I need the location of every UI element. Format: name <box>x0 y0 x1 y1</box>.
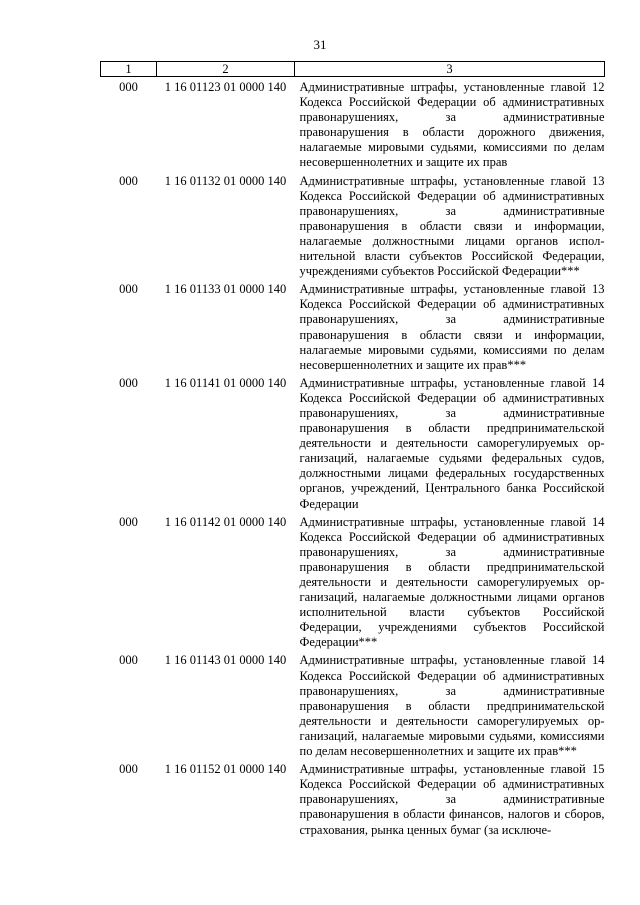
kbk-code-cell: 1 16 01132 01 0000 140 <box>164 173 287 188</box>
admin-code-cell: 000 <box>119 80 138 94</box>
description-cell: Административные штрафы, установленные главой 14 Кодекса Российской Федерации об административных правонарушениях, за административные правонарушения в области предпринимательской деятельности и деятельности саморегулируемых организаций, налагаемые должностными лицами органов исполнительной власти субъектов Российской Федерации, учреждениями субъектов Российской Федерации*** <box>299 514 605 650</box>
column-header-2: 2 <box>157 62 295 77</box>
page-number: 31 <box>313 37 327 52</box>
kbk-code-cell: 1 16 01152 01 0000 140 <box>164 762 287 777</box>
table-row <box>101 279 605 373</box>
admin-code-cell: 000 <box>119 653 138 668</box>
description-cell: Административные штрафы, установленные главой 13 Кодекса Российской Федерации об административных правонарушениях, за административные правонарушения в области связи и информации, налагаемые мировыми судьями, комиссиями по делам несовершеннолетних и защите их прав*** <box>299 282 605 372</box>
column-header-1: 1 <box>101 62 157 77</box>
kbk-code-cell: 1 16 01133 01 0000 140 <box>164 282 287 297</box>
column-header-3: 3 <box>295 62 605 77</box>
table-row <box>101 171 605 280</box>
table-row <box>101 512 605 651</box>
description-cell: Административные штрафы, установленные главой 13 Кодекса Российской Федерации об административных правонарушениях, за административные правонарушения в области связи и информации, налагаемые должностными лицами органов исполнительной власти субъектов Российской Федерации, учреждениями субъектов Российской Федерации*** <box>299 173 605 279</box>
kbk-code-cell: 1 16 01143 01 0000 140 <box>164 653 287 668</box>
budget-codes-table <box>100 61 605 838</box>
description-cell: Административные штрафы, установленные главой 12 Кодекса Российской Федерации об административных правонарушениях, за административные правонарушения в области дорожного движения, налагаемые мировыми судьями, комиссиями по делам несовершеннолетних и защите их прав <box>299 80 605 170</box>
admin-code-cell: 000 <box>119 375 138 390</box>
kbk-code-cell: 1 16 01141 01 0000 140 <box>164 375 287 390</box>
description-cell: Административные штрафы, установленные главой 14 Кодекса Российской Федерации об административных правонарушениях, за административные правонарушения в области предпринимательской деятельности и деятельности саморегулируемых организаций, налагаемые судьями федеральных судов, должностными лицами федеральных государственных органов, учреждений, Центрального банка Российской Федерации <box>299 375 605 511</box>
admin-code-cell: 000 <box>119 282 138 297</box>
description-cell: Административные штрафы, установленные главой 15 Кодекса Российской Федерации об административных правонарушениях, за административные правонарушения в области финансов, налогов и сборов, страхования, рынка ценных бумаг (за исключе- <box>299 762 605 837</box>
kbk-code-cell: 1 16 01142 01 0000 140 <box>164 514 287 529</box>
admin-code-cell: 000 <box>119 514 138 529</box>
table-row <box>101 373 605 512</box>
table-row <box>101 759 605 837</box>
table-header-row <box>101 62 605 77</box>
description-cell: Административные штрафы, установленные главой 14 Кодекса Российской Федерации об административных правонарушениях, за административные правонарушения в области предпринимательской деятельности и деятельности саморегулируемых организаций, налагаемые мировыми судьями, комиссиями по делам несовершеннолетних и защите их прав*** <box>299 653 605 759</box>
kbk-code-cell: 1 16 01123 01 0000 140 <box>164 80 287 94</box>
table-row <box>101 77 605 171</box>
table-row <box>101 650 605 759</box>
admin-code-cell: 000 <box>119 762 138 777</box>
admin-code-cell: 000 <box>119 173 138 188</box>
